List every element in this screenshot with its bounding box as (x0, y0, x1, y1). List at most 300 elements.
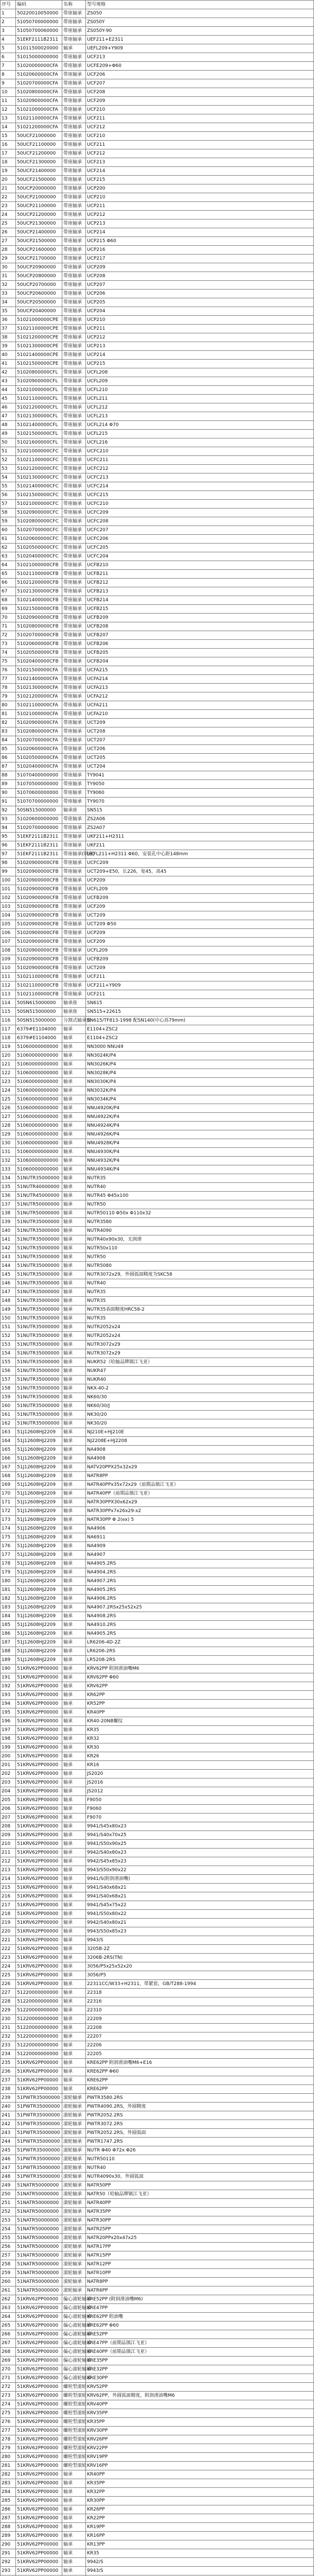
table-row (1, 657, 314, 666)
row-code: 51021300000CFC (16, 473, 62, 482)
row-no: 77 (1, 675, 16, 684)
row-no: 234 (1, 2050, 16, 2059)
table-row (1, 1735, 314, 1743)
row-code: 51KRV62PP00000 (16, 1673, 62, 1682)
row-no: 99 (1, 868, 16, 876)
table-row (1, 2462, 314, 2470)
row-spec: UCFC215 (86, 491, 314, 500)
table-row (1, 911, 314, 920)
row-spec: JS2016 (86, 1778, 314, 1787)
table-row (1, 868, 314, 876)
row-no: 1 (1, 9, 16, 18)
row-name: 带座轴承 (62, 955, 86, 964)
row-code: 51060000000000 (16, 1060, 62, 1069)
row-spec: UCF206 (86, 71, 314, 79)
row-no: 47 (1, 412, 16, 421)
row-code: 51020900000CFB (16, 911, 62, 920)
row-no: 30 (1, 263, 16, 272)
row-name: 滚轮轴承 (62, 2103, 86, 2111)
row-name: 带座轴承 (62, 176, 86, 184)
table-row (1, 1612, 314, 1621)
row-code: 51J12608HJ2209 (16, 1481, 62, 1489)
row-spec: 9941/S45x75x22 (86, 1901, 314, 1910)
row-spec: 22205 (86, 2050, 314, 2059)
row-no: 60 (1, 526, 16, 535)
row-code: 50UCP20800000 (16, 272, 62, 281)
row-code: 51060000000000 (16, 1122, 62, 1130)
table-row (1, 1016, 314, 1025)
row-name: 轴承 (62, 1796, 86, 1805)
row-no: 171 (1, 1498, 16, 1507)
table-row (1, 79, 314, 88)
row-name: 带座轴承 (62, 517, 86, 526)
row-spec: 3056/P5x25x52x20 (86, 1962, 314, 1971)
table-row (1, 1647, 314, 1656)
row-name: 轴承 (62, 1043, 86, 1052)
table-row (1, 1306, 314, 1314)
row-code: 51KRV62PP00000 (16, 2453, 62, 2462)
row-code: 51J12608HJ2209 (16, 1621, 62, 1630)
row-code: 51KRV62PP00000 (16, 1901, 62, 1910)
row-no: 271 (1, 2374, 16, 2383)
row-code: 51060000000000 (16, 1069, 62, 1078)
row-no: 246 (1, 2155, 16, 2164)
row-code: 51021100000CFB (16, 981, 62, 990)
row-spec: KR35 (86, 1726, 314, 1735)
table-row (1, 88, 314, 97)
row-spec: UCFC210 (86, 447, 314, 456)
row-no: 46 (1, 403, 16, 412)
row-code: 51NATR50000000 (16, 2208, 62, 2216)
table-row (1, 1752, 314, 1761)
table-row (1, 2129, 314, 2138)
table-row (1, 2024, 314, 2032)
row-no: 28 (1, 246, 16, 255)
row-no: 71 (1, 622, 16, 631)
table-row (1, 1349, 314, 1358)
row-no: 3 (1, 27, 16, 36)
row-name: 轴承 (62, 1849, 86, 1857)
row-no: 228 (1, 1997, 16, 2006)
row-spec: TY9060 (86, 789, 314, 798)
row-no: 33 (1, 290, 16, 298)
row-code: 50UCP20000000 (16, 184, 62, 193)
row-name: 轴承 (62, 2006, 86, 2015)
row-code: 51021100000CPE (16, 325, 62, 333)
row-spec: NUTR4090x30，外圆弧面 (86, 2173, 314, 2181)
table-row (1, 1849, 314, 1857)
table-row (1, 1139, 314, 1148)
row-spec: KRE62PP Φ60 (86, 2067, 314, 2076)
table-row (1, 1481, 314, 1489)
row-spec: KR40PP (86, 1708, 314, 1717)
row-name: 轴承 (62, 1454, 86, 1463)
row-no: 229 (1, 2006, 16, 2015)
row-no: 144 (1, 1262, 16, 1270)
table-row (1, 1682, 314, 1691)
row-code: 51021300000CFL (16, 412, 62, 421)
row-name: 滚轮轴承 (62, 2269, 86, 2278)
row-no: 22 (1, 193, 16, 202)
row-spec: KRE47PP (86, 2304, 314, 2313)
row-name: 带座轴承 (62, 316, 86, 325)
table-row (1, 1025, 314, 1034)
table-row (1, 2479, 314, 2488)
row-name: 带座轴承 (62, 184, 86, 193)
row-spec: 9942/S (86, 2558, 314, 2567)
table-row (1, 701, 314, 710)
row-name: 带座轴承 (62, 990, 86, 999)
row-name: 轴承 (62, 1638, 86, 1647)
table-row (1, 1498, 314, 1507)
row-code: 51NUTR35000000 (16, 1253, 62, 1262)
table-row (1, 964, 314, 973)
row-spec: 9941/S40x68x21 (86, 1884, 314, 1892)
row-code: 51060000000000 (16, 1157, 62, 1165)
row-name: 偏心滚轮轴承 (62, 2365, 86, 2374)
table-row (1, 1533, 314, 1542)
row-name: 轴承 (62, 1384, 86, 1393)
row-code: 51KRV62PP00000 (16, 2549, 62, 2558)
row-name: 带座轴承 (62, 631, 86, 640)
row-spec: UCP209 (86, 929, 314, 938)
row-no: 170 (1, 1489, 16, 1498)
row-code: 51KRV62PP00000 (16, 1700, 62, 1708)
row-no: 176 (1, 1542, 16, 1551)
table-row (1, 675, 314, 684)
row-name: 带座轴承 (62, 395, 86, 403)
row-name: 轴承 (62, 1148, 86, 1157)
row-no: 244 (1, 2138, 16, 2146)
row-code: 50UCP21100000 (16, 202, 62, 211)
row-name: 带座轴承 (62, 894, 86, 903)
row-spec: NKX-40-2 (86, 1384, 314, 1393)
row-no: 137 (1, 1200, 16, 1209)
row-spec: 9941/S50x90x25 (86, 1840, 314, 1849)
table-row (1, 491, 314, 500)
row-no: 265 (1, 2321, 16, 2330)
table-row (1, 876, 314, 885)
row-name: 轴承 (62, 1997, 86, 2006)
row-spec: 22310 (86, 2006, 314, 2015)
table-row (1, 692, 314, 701)
row-spec: 9941/S50x80x22 (86, 1910, 314, 1919)
row-code: 51NUTR35000000 (16, 1402, 62, 1411)
row-name: 带座轴承 (62, 911, 86, 920)
row-spec: NK60/30/J (86, 1402, 314, 1411)
row-name: 轴承 (62, 1078, 86, 1087)
row-spec: KR16PP (86, 2532, 314, 2540)
row-name: 轴承 (62, 1358, 86, 1367)
row-code: 50SN515000000 (16, 1008, 62, 1016)
row-code: 51060000000000 (16, 1087, 62, 1095)
row-code: 51220000000000 (16, 2024, 62, 2032)
row-code: 51NUTR35000000 (16, 1349, 62, 1358)
table-row (1, 1831, 314, 1840)
table-row (1, 1586, 314, 1595)
row-no: 276 (1, 2418, 16, 2427)
row-no: 105 (1, 920, 16, 929)
row-name: 带座轴承 (62, 570, 86, 579)
row-no: 18 (1, 158, 16, 167)
table-row (1, 158, 314, 167)
row-name: 螺栓型滚轮 (62, 2435, 86, 2444)
row-name: 带座轴承 (62, 368, 86, 377)
row-spec: NNU4920K/P4 (86, 1104, 314, 1113)
row-spec: ZS050Y (86, 18, 314, 27)
row-name: 轴承 (62, 2514, 86, 2523)
row-spec: UCFA213 (86, 684, 314, 692)
table-row (1, 333, 314, 342)
table-row (1, 1463, 314, 1472)
row-name: 带座轴承 (62, 237, 86, 246)
row-name: 轴承 (62, 2549, 86, 2558)
row-spec: SN515 (86, 806, 314, 815)
table-row (1, 1384, 314, 1393)
row-spec: UCP211 (86, 202, 314, 211)
table-row (1, 1971, 314, 1980)
row-code: 51KRV62PP00000 (16, 2400, 62, 2409)
row-no: 195 (1, 1708, 16, 1717)
row-spec: KR35PP (86, 2418, 314, 2427)
table-row (1, 1078, 314, 1087)
row-name: 轴承 (62, 1822, 86, 1831)
row-name: 带座轴承 (62, 684, 86, 692)
table-row (1, 1726, 314, 1735)
row-spec: PWTR1747.2RS (86, 2138, 314, 2146)
row-no: 193 (1, 1691, 16, 1700)
row-name: 轴承 (62, 1954, 86, 1962)
row-no: 72 (1, 631, 16, 640)
row-name: 带座轴承 (62, 859, 86, 868)
row-name: 轴承 (62, 1647, 86, 1656)
table-row (1, 255, 314, 263)
row-spec: UCFL213 (86, 412, 314, 421)
row-spec: UCP213 (86, 342, 314, 351)
row-name: 带座轴承 (62, 149, 86, 158)
row-no: 67 (1, 587, 16, 596)
row-spec: SN515+22615 (86, 1008, 314, 1016)
table-row (1, 1980, 314, 1989)
row-spec: NUTR3580 (86, 1218, 314, 1227)
row-name: 带座轴承 (62, 692, 86, 701)
row-no: 201 (1, 1761, 16, 1770)
row-code: 51J12608HJ2209 (16, 1595, 62, 1603)
row-no: 140 (1, 1227, 16, 1235)
table-row (1, 1209, 314, 1218)
row-spec: UCFL211 (86, 395, 314, 403)
row-code: 51021500000CFA (16, 666, 62, 675)
row-no: 185 (1, 1621, 16, 1630)
row-no: 43 (1, 377, 16, 386)
row-spec: 22207 (86, 2032, 314, 2041)
row-spec: NUTR3072x29 (86, 1341, 314, 1349)
row-spec: 3056/P5 (86, 1971, 314, 1980)
row-name: 带座轴承 (62, 579, 86, 587)
row-spec: TY9050 (86, 780, 314, 789)
table-row (1, 2304, 314, 2313)
row-no: 241 (1, 2111, 16, 2120)
row-code: 51020700000CFA (16, 79, 62, 88)
table-row (1, 2497, 314, 2505)
row-code: 51KRV62PP00000 (16, 2357, 62, 2365)
row-name: 滚轮轴承 (62, 2138, 86, 2146)
row-code: 51020900000CFA (16, 97, 62, 106)
row-code: 51KRV62PP00000 (16, 2330, 62, 2339)
row-code: 51020900000CFB (16, 929, 62, 938)
row-no: 230 (1, 2015, 16, 2024)
row-name: 带座轴承 (62, 246, 86, 255)
table-row (1, 1113, 314, 1122)
row-no: 35 (1, 307, 16, 316)
row-spec: PWTR2052.2RS (86, 2111, 314, 2120)
row-name: 轴承 (62, 1682, 86, 1691)
row-no: 80 (1, 701, 16, 710)
row-code: 51KRV62PP00000 (16, 2339, 62, 2348)
row-code: 51220000000000 (16, 2006, 62, 2015)
row-spec: KR32 (86, 1735, 314, 1743)
row-spec: UKFL211+H2311 Φ60，安装孔中心距148mm (86, 850, 314, 859)
row-no: 123 (1, 1078, 16, 1087)
table-row (1, 2190, 314, 2199)
row-no: 4 (1, 36, 16, 44)
row-no: 6 (1, 53, 16, 62)
row-name: 轴承 (62, 1612, 86, 1621)
row-spec: NATR40PP (86, 2199, 314, 2208)
row-spec: NATR10PP (86, 2269, 314, 2278)
row-no: 39 (1, 342, 16, 351)
row-name: 螺栓型滚轮 (62, 2392, 86, 2400)
row-code: 51020900000CFL (16, 377, 62, 386)
row-spec: NUTR35 (86, 1314, 314, 1323)
row-no: 58 (1, 509, 16, 517)
row-name: 轴承 (62, 1314, 86, 1323)
row-code: 51KRV62PP00000 (16, 1778, 62, 1787)
row-spec: NA6911 (86, 1533, 314, 1542)
row-code: 51021200000CFB (16, 579, 62, 587)
row-spec: NN3028K/P4 (86, 1069, 314, 1078)
row-name: 带座轴承 (62, 841, 86, 850)
table-row (1, 2418, 314, 2427)
row-code: 51NATR50000000 (16, 2234, 62, 2243)
row-name: 带座轴承 (62, 938, 86, 946)
row-name: 轴承 (62, 1919, 86, 1927)
row-spec: UCFC209 (86, 509, 314, 517)
row-no: 13 (1, 114, 16, 123)
row-no: 149 (1, 1306, 16, 1314)
row-name: 轴承 (62, 1306, 86, 1314)
row-no: 69 (1, 605, 16, 614)
table-row (1, 1130, 314, 1139)
row-code: 51020500000CFC (16, 544, 62, 552)
row-spec: NUTR50x110 (86, 1244, 314, 1253)
row-spec: UCP205 (86, 298, 314, 307)
row-spec: UCP207 (86, 281, 314, 290)
table-row (1, 114, 314, 123)
row-code: 51J12608HJ2209 (16, 1428, 62, 1437)
row-no: 153 (1, 1341, 16, 1349)
row-code: 50UCF21400000 (16, 167, 62, 176)
row-name: 带座轴承 (62, 438, 86, 447)
row-no: 189 (1, 1656, 16, 1665)
table-row (1, 2234, 314, 2243)
row-code: 51J12608HJ2209 (16, 1454, 62, 1463)
row-code: 51KRV62PP00000 (16, 2558, 62, 2567)
table-row (1, 2330, 314, 2339)
row-spec: NUTR35表面精度HRC58-2 (86, 1306, 314, 1314)
row-spec: NA4905.2RS (86, 1586, 314, 1595)
row-no: 269 (1, 2357, 16, 2365)
table-row (1, 44, 314, 53)
table-row (1, 1235, 314, 1244)
row-code: 51KRV62PP00000 (16, 2470, 62, 2479)
row-spec: UCP215 (86, 360, 314, 368)
row-code: 51KRV62PP00000 (16, 1927, 62, 1936)
row-spec: NN3034K/P4 (86, 1095, 314, 1104)
row-spec: 9943/S (86, 2567, 314, 2575)
row-spec: UCFL210 (86, 386, 314, 395)
row-no: 273 (1, 2392, 16, 2400)
table-row (1, 727, 314, 736)
row-no: 154 (1, 1349, 16, 1358)
row-spec: JS2012 (86, 1787, 314, 1796)
row-spec: 22206 (86, 2041, 314, 2050)
row-code: 51KRV62PP00000 (16, 1875, 62, 1884)
row-code: 51050700060000 (16, 27, 62, 36)
row-name: 带座轴承 (62, 123, 86, 132)
row-no: 202 (1, 1770, 16, 1778)
row-spec: UCFL209 (86, 885, 314, 894)
row-name: 带座轴承 (62, 114, 86, 123)
row-spec: UCFL209 (86, 946, 314, 955)
table-row (1, 815, 314, 824)
row-no: 226 (1, 1980, 16, 1989)
row-name: 轴承 (62, 1270, 86, 1279)
row-spec: NATV20PPX25x32x29 (86, 1463, 314, 1472)
row-no: 88 (1, 771, 16, 780)
row-name: 带座轴承 (62, 719, 86, 727)
row-no: 133 (1, 1165, 16, 1174)
table-row (1, 1043, 314, 1052)
table-row (1, 1910, 314, 1919)
table-row (1, 1945, 314, 1954)
row-name: 轴承 (62, 1708, 86, 1717)
row-name: 带座轴承 (62, 815, 86, 824)
row-spec: KR62PP (86, 1691, 314, 1700)
row-code: 50UCP20500000 (16, 298, 62, 307)
row-name: 轴承 (62, 1717, 86, 1726)
row-spec: UCFL214 Φ70 (86, 421, 314, 430)
row-spec: UCFB205 (86, 649, 314, 657)
row-no: 8 (1, 71, 16, 79)
row-name: 轴承 (62, 1122, 86, 1130)
row-spec: NUTR Φ40 Φ72x Φ26 (86, 2146, 314, 2155)
row-spec: NUTR35 (86, 1297, 314, 1306)
row-spec: ZS050 (86, 9, 314, 18)
row-name: 偏心滚轮轴承 (62, 2313, 86, 2321)
row-no: 183 (1, 1603, 16, 1612)
table-row (1, 1069, 314, 1078)
row-name: 滚轮轴承 (62, 2190, 86, 2199)
row-spec: SN615/TF813-1998 配SN140(中心高79mm) (86, 1016, 314, 1025)
row-name: 带座轴承 (62, 106, 86, 114)
row-name: 带座轴承 (62, 333, 86, 342)
row-spec: NATR40PPx35x72x29（前期品镇江飞亚） (86, 1481, 314, 1489)
row-spec: NNU4928K/P4 (86, 1139, 314, 1148)
row-name: 轴承 (62, 1577, 86, 1586)
row-code: 51KRV62PP00000 (16, 1787, 62, 1796)
row-code: 51021200000CFL (16, 403, 62, 412)
